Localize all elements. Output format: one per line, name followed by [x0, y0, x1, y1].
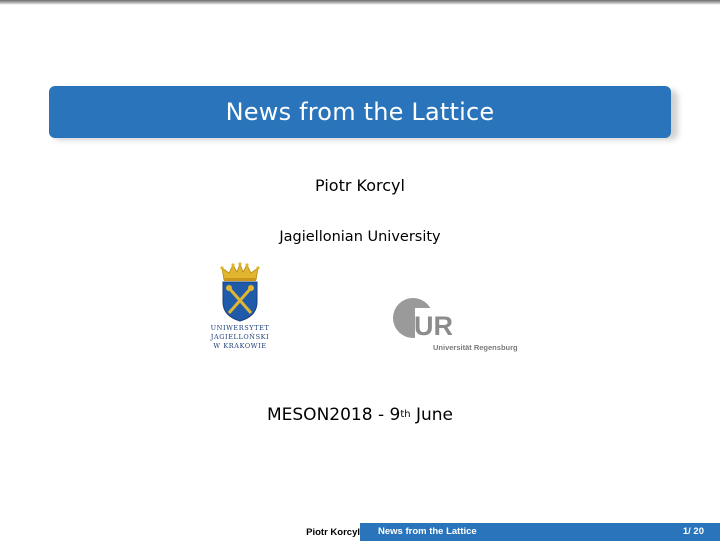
slide-title: News from the Lattice: [225, 98, 495, 126]
event-name: MESON2018 - 9: [266, 405, 401, 425]
footer-bar: [0, 523, 720, 541]
uj-wordmark-line1: UNIWERSYTET: [210, 324, 270, 332]
uj-wordmark: [208, 324, 272, 351]
footer-right: [360, 523, 720, 541]
title-box: [49, 86, 671, 138]
uj-crest-icon: [218, 262, 262, 322]
top-rule: [0, 0, 720, 5]
ur-mark-text: UR: [414, 311, 453, 341]
footer-author: Piotr Korcyl: [306, 526, 360, 538]
ur-mark-icon: [393, 296, 453, 344]
ur-wordmark: Universität Regensburg: [433, 343, 518, 352]
author-name: Piotr Korcyl: [315, 176, 405, 195]
footer-title: News from the Lattice: [378, 526, 477, 537]
uj-wordmark-line2: JAGIELLOŃSKI: [210, 333, 270, 341]
regensburg-university-logo: [393, 296, 523, 358]
footer-page-number: 1/ 20: [682, 526, 704, 537]
jagiellonian-university-logo: [208, 262, 272, 354]
institute-name: Jagiellonian University: [279, 229, 441, 245]
event-date-superscript: th: [400, 409, 411, 420]
uj-wordmark-line3: W KRAKOWIE: [213, 342, 267, 350]
event-line: [0, 405, 720, 425]
event-date-month: June: [410, 405, 454, 425]
